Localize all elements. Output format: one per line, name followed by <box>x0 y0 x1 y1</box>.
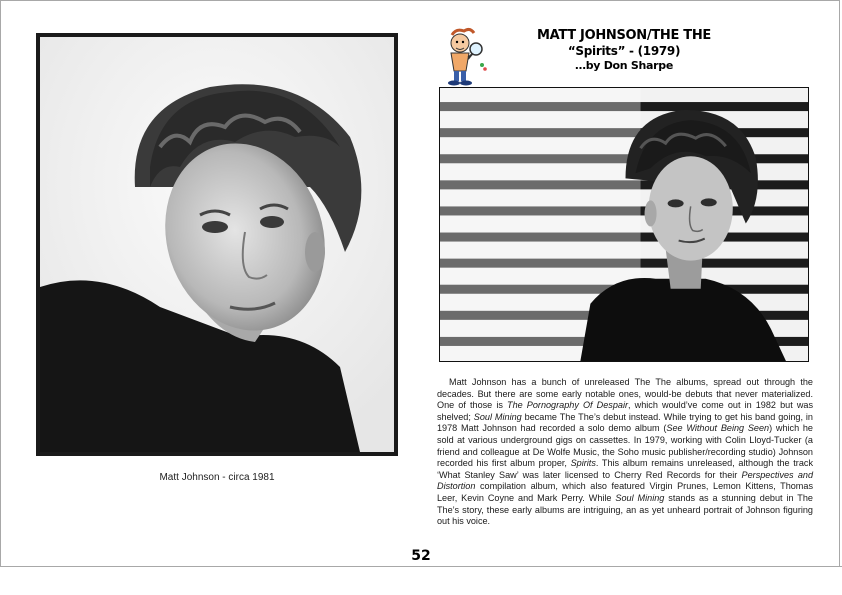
bottom-rule <box>0 566 842 567</box>
article-header <box>496 28 752 73</box>
portrait-photo-left <box>36 33 398 456</box>
article-paragraph: Matt Johnson has a bunch of unreleased The The albums, spread out through the decades. But there are some early notable ones, would-be debuts that never materialized. One of those is The Pornography Of Despair, which would’ve come out in 1982 but was shelved; Soul Mining became The The’s debut instead. While trying to get his band going, in 1978 Matt Johnson had recorded a solo demo album (See Without Being Seen) which he sold at various underground gigs on cassettes. In 1979, working with Colin Lloyd-Tucker (a friend and colleague at De Wolfe Music, the Soho music publisher/recording studio) Johnson recorded his first album proper, Spirits. This album remains unreleased, although the track ‘What Stanley Saw’ was later licensed to Cherry Red Records for their Perspectives and Distortion compilation album, which also featured Virgin Prunes, Lemon Kittens, Thomas Leer, Kevin Coyne and Mark Perry. While Soul Mining stands as a stunning debut in The The’s story, these early albums are intriguing, an as yet unheard portrait of Johnson figuring out his voice. <box>437 377 814 527</box>
article-title: MATT JOHNSON/THE THE <box>536 28 712 43</box>
portrait-photo-right <box>439 87 809 362</box>
article-byline: …by Don Sharpe <box>575 59 673 72</box>
article-body <box>437 377 813 528</box>
article-subtitle: “Spirits” - (1979) <box>567 44 681 58</box>
photo-caption: Matt Johnson - circa 1981 <box>159 472 275 483</box>
cartoon-reviewer-mascot-icon <box>436 27 492 87</box>
page-number: 52 <box>411 548 431 564</box>
